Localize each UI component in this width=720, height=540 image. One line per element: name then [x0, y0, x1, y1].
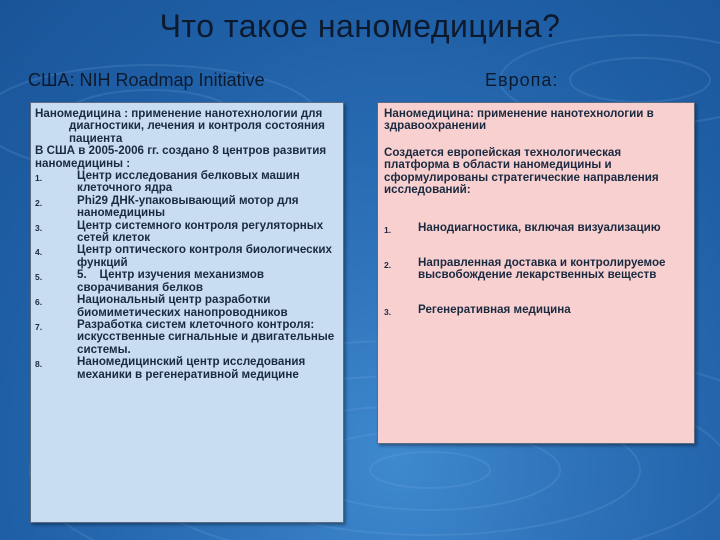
list-item [35, 220, 339, 245]
usa-centers-list [35, 170, 339, 381]
list-item [35, 195, 339, 220]
europe-intro: Создается европейская технологическая платформа в области наномедицины и сформулированы стратегические направления исследований: [384, 145, 659, 197]
list-item [35, 356, 339, 381]
item-number: 2. [384, 259, 392, 270]
list-item [35, 319, 339, 356]
europe-panel [377, 102, 695, 444]
usa-intro: В США в 2005-2006 гг. создано 8 центров развития наномедицины : [35, 144, 327, 170]
item-text: Центр исследования белковых машин клеточного ядра [77, 169, 300, 195]
slide-title: Что такое наномедицина? [159, 8, 561, 44]
item-number: 3. [35, 222, 43, 233]
item-number: 1. [384, 225, 392, 236]
list-item [384, 257, 688, 282]
item-number: 4. [35, 247, 43, 258]
item-number: 6. [35, 297, 43, 308]
item-text: Phi29 ДНК-упаковывающий мотор для наномедицины [77, 193, 299, 220]
europe-definition: Наномедицина: применение нанотехнологии в здравоохранении [384, 107, 654, 133]
usa-panel [30, 102, 344, 523]
item-text: Разработка систем клеточного контроля: искусственные сигнальные и двигательные системы. [77, 317, 335, 356]
usa-heading: США: NIH Roadmap Initiative [28, 70, 265, 90]
list-item [35, 294, 339, 319]
list-item [35, 269, 339, 294]
item-text: Центр оптического контроля биологических функций [77, 243, 332, 269]
item-text: Центр системного контроля регуляторных сетей клеток [77, 218, 324, 245]
item-text: Национальный центр разработки биомиметических нанопроводников [77, 293, 288, 319]
list-item [384, 222, 688, 236]
item-number: 1. [35, 173, 43, 184]
europe-directions-list [384, 222, 688, 318]
item-number: 2. [35, 197, 43, 208]
item-text: Регенеративная медицина [418, 302, 571, 316]
item-number: 7. [35, 321, 43, 332]
item-text: Направленная доставка и контролируемое высвобождение лекарственных веществ [418, 255, 666, 282]
item-number: 8. [35, 359, 43, 370]
list-item [35, 170, 339, 195]
item-number: 3. [384, 306, 392, 317]
usa-definition: Наномедицина : применение нанотехнологии для диагностики, лечения и контроля состояния пациента [35, 107, 325, 145]
europe-heading: Европа: [485, 70, 559, 90]
list-item [35, 244, 339, 269]
item-number: 5. [35, 272, 43, 283]
item-text: 5. Центр изучения механизмов сворачивания белков [77, 268, 268, 294]
item-text: Нанодиагностика, включая визуализацию [418, 221, 661, 235]
item-text: Наномедицинский центр исследования механики в регенеративной медицине [77, 355, 306, 381]
list-item [384, 304, 688, 318]
